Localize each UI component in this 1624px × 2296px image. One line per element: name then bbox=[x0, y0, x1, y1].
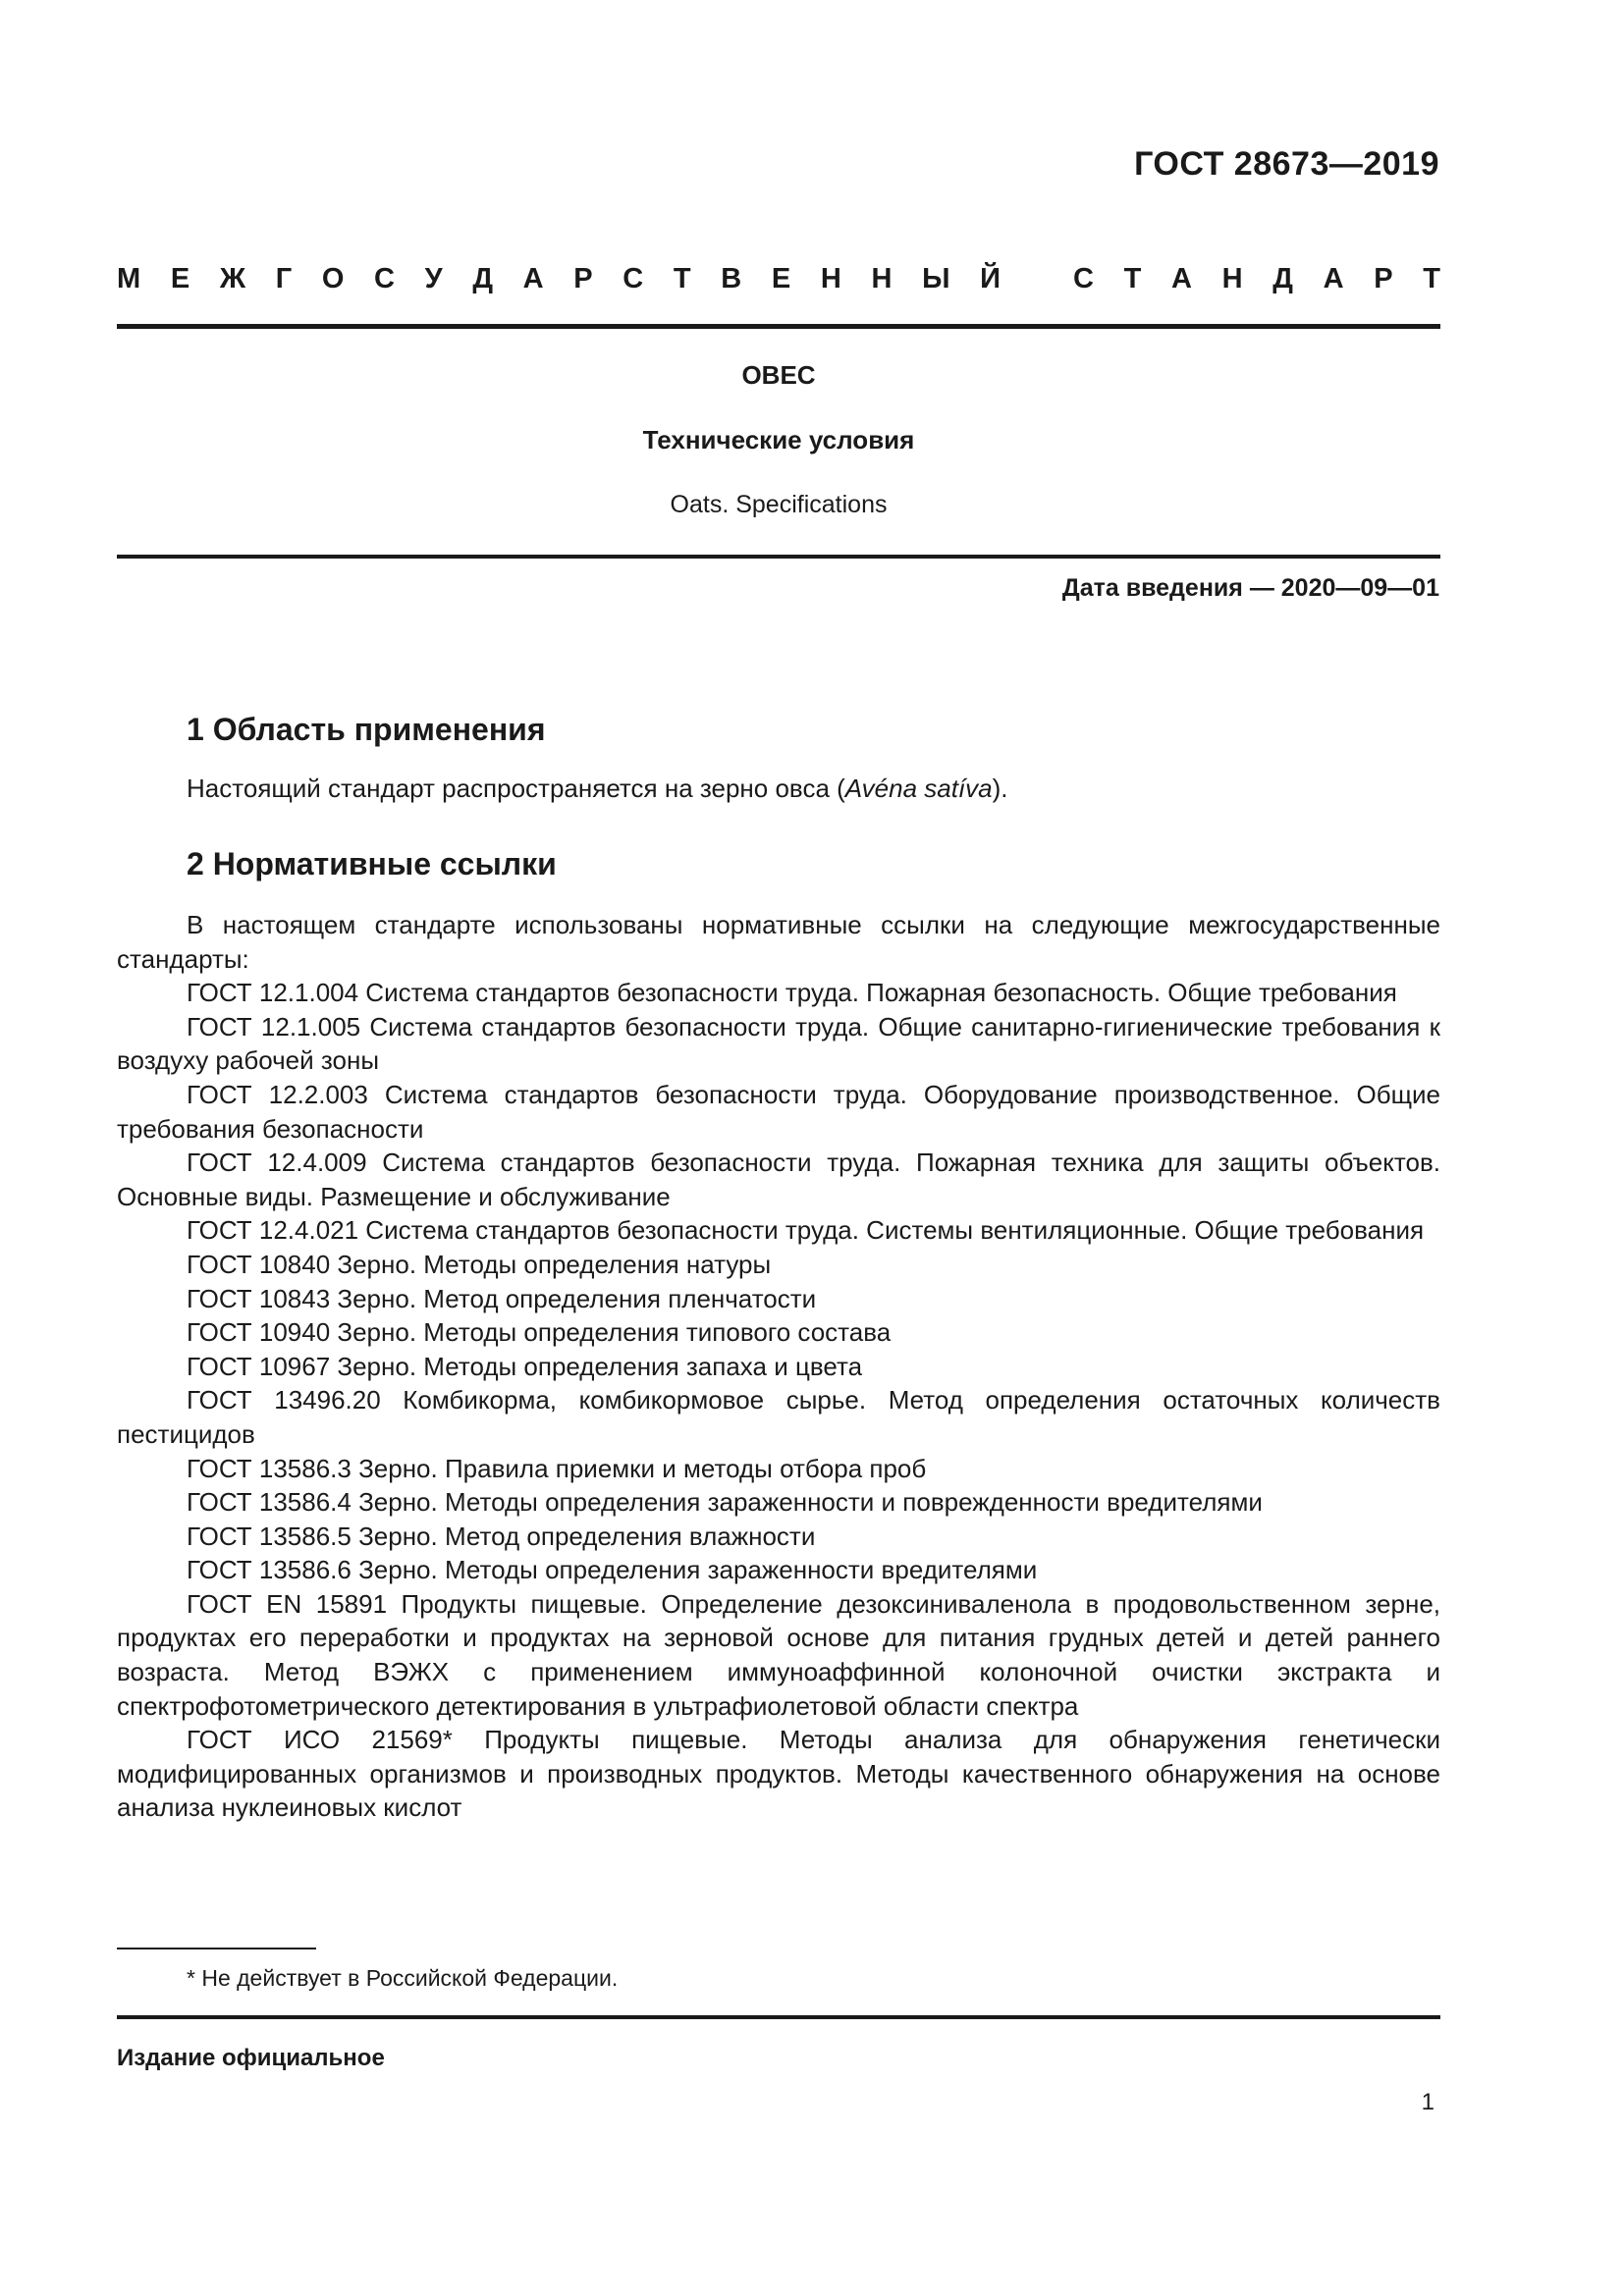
banner-letter: А bbox=[522, 263, 544, 294]
banner-letter: О bbox=[321, 263, 345, 294]
banner-letter: Т bbox=[1423, 263, 1440, 294]
introduction-date: Дата введения — 2020—09—01 bbox=[1061, 574, 1439, 602]
banner-letter: А bbox=[1323, 263, 1344, 294]
reference-item: ГОСТ 10843 Зерно. Метод определения пленчатости bbox=[187, 1283, 817, 1313]
document-title: ОВЕС bbox=[741, 360, 816, 390]
footnote-divider bbox=[117, 1948, 316, 1949]
reference-item: ГОСТ 12.1.004 Система стандартов безопасности труда. Пожарная безопасность. Общие требования bbox=[187, 978, 1397, 1008]
reference-item: ГОСТ 13586.4 Зерно. Методы определения зараженности и поврежденности вредителями bbox=[187, 1487, 1263, 1518]
document-subtitle: Технические условия bbox=[642, 425, 915, 454]
reference-item: ГОСТ 13586.3 Зерно. Правила приемки и методы отбора проб bbox=[187, 1453, 927, 1483]
banner-letter: Р bbox=[573, 263, 593, 294]
footnote: * Не действует в Российской Федерации. bbox=[187, 1965, 619, 1991]
reference-item: ГОСТ 12.4.009 Система стандартов безопасности труда. Пожарная техника для защиты объектов. Основные виды. Размещение и обслуживание bbox=[117, 1148, 1440, 1211]
banner-letter: С bbox=[623, 263, 644, 294]
reference-item: ГОСТ 10967 Зерно. Методы определения запаха и цвета bbox=[187, 1351, 863, 1381]
banner-letter: Т bbox=[673, 263, 691, 294]
banner-letter: Г bbox=[275, 263, 293, 294]
banner-letter: С bbox=[374, 263, 395, 294]
banner-letter: В bbox=[721, 263, 742, 294]
banner-letter: Д bbox=[1272, 263, 1293, 294]
banner-letter: Д bbox=[472, 263, 494, 294]
reference-item: ГОСТ 13496.20 Комбикорма, комбикормовое сырье. Метод определения остаточных количеств пестицидов bbox=[117, 1385, 1440, 1449]
banner-letter: А bbox=[1171, 263, 1192, 294]
reference-item: ГОСТ ИСО 21569* Продукты пищевые. Методы анализа для обнаружения генетически модифицированных организмов и производных продуктов. Методы качественного обнаружения на основе анализа нуклеиновых кислот bbox=[117, 1725, 1440, 1823]
section-heading-references: 2 Нормативные ссылки bbox=[187, 846, 557, 881]
banner-letter: М bbox=[117, 263, 141, 294]
page-number: 1 bbox=[1421, 2089, 1435, 2115]
interstate-standard-banner bbox=[117, 263, 1440, 295]
banner-letter: Н bbox=[871, 263, 893, 294]
document-title-english: Oats. Specifications bbox=[670, 491, 888, 518]
section-heading-scope: 1 Область применения bbox=[187, 712, 546, 747]
official-edition-label: Издание официальное bbox=[117, 2045, 385, 2071]
reference-item: ГОСТ EN 15891 Продукты пищевые. Определение дезоксиниваленола в продовольственном зерне, продуктах его переработки и продуктах на зерновой основе для питания грудных детей и детей раннего возраста. Метод ВЭЖХ с применением иммуноаффинной колоночной очистки экстракта и спектрофотометрического детектирования в ультрафиолетовой области спектра bbox=[117, 1588, 1440, 1721]
banner-letter: Ы bbox=[922, 263, 950, 294]
banner-letter: Т bbox=[1123, 263, 1142, 294]
banner-letter: Й bbox=[980, 263, 1001, 294]
reference-item: ГОСТ 13586.6 Зерно. Методы определения зараженности вредителями bbox=[187, 1555, 1038, 1585]
banner-letter: Н bbox=[820, 263, 841, 294]
references-intro: В настоящем стандарте использованы нормативные ссылки на следующие межгосударственные стандарты: bbox=[117, 910, 1440, 974]
banner-word-standard bbox=[1073, 263, 1440, 295]
banner-letter: Е bbox=[771, 263, 791, 294]
reference-item: ГОСТ 10840 Зерно. Методы определения натуры bbox=[187, 1249, 772, 1279]
banner-letter: Р bbox=[1374, 263, 1393, 294]
scope-text-end: ). bbox=[992, 774, 1008, 803]
banner-letter: У bbox=[424, 263, 443, 294]
banner-letter: С bbox=[1073, 263, 1094, 294]
reference-item: ГОСТ 12.4.021 Система стандартов безопасности труда. Системы вентиляционные. Общие требования bbox=[187, 1215, 1425, 1246]
references-list bbox=[117, 908, 1440, 1825]
reference-item: ГОСТ 12.2.003 Система стандартов безопасности труда. Оборудование производственное. Общие требования безопасности bbox=[117, 1079, 1440, 1144]
banner-letter: Ж bbox=[219, 263, 246, 294]
banner-letter: Е bbox=[170, 263, 190, 294]
reference-item: ГОСТ 10940 Зерно. Методы определения типового состава bbox=[187, 1317, 892, 1348]
footer-divider bbox=[117, 2015, 1440, 2019]
scope-text-start: Настоящий стандарт распространяется на зерно овса ( bbox=[187, 774, 845, 803]
reference-item: ГОСТ 12.1.005 Система стандартов безопасности труда. Общие санитарно-гигиенические требования к воздуху рабочей зоны bbox=[117, 1011, 1440, 1076]
gost-number: ГОСТ 28673—2019 bbox=[1134, 145, 1439, 183]
header-divider bbox=[117, 324, 1440, 329]
banner-word-interstate bbox=[117, 263, 1001, 295]
title-divider bbox=[117, 555, 1440, 559]
scope-paragraph bbox=[187, 774, 1008, 804]
banner-letter: Н bbox=[1221, 263, 1243, 294]
latin-name: Avéna satíva bbox=[844, 774, 993, 803]
reference-item: ГОСТ 13586.5 Зерно. Метод определения влажности bbox=[187, 1521, 816, 1551]
